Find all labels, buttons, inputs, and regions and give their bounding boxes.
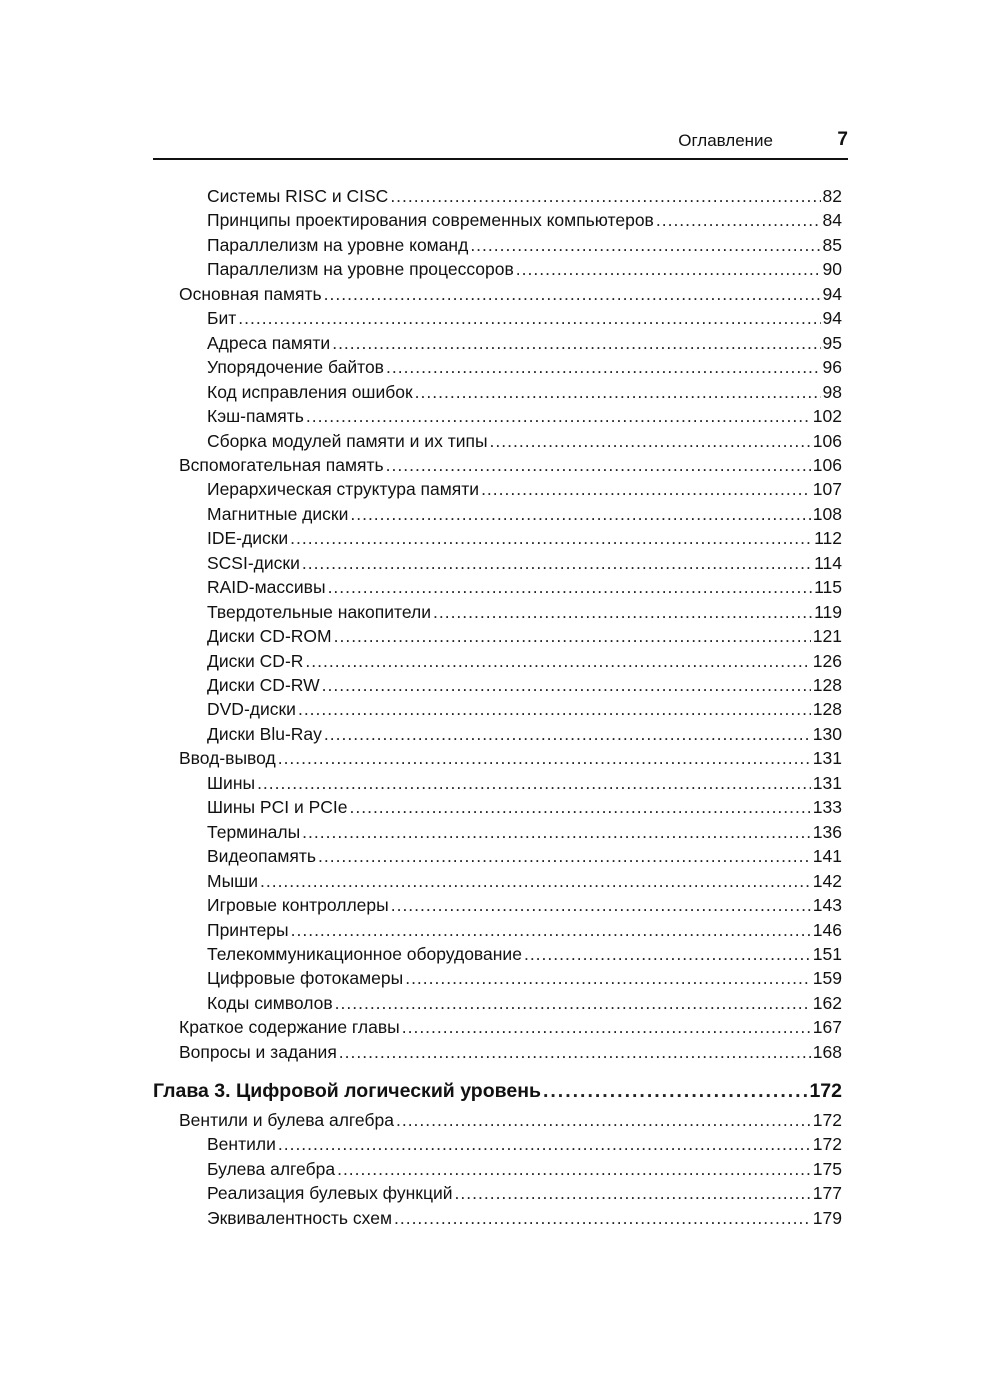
toc-entry xyxy=(179,284,842,308)
dot-leader xyxy=(324,284,821,305)
toc-entry-page: 108 xyxy=(812,503,842,524)
toc-entry-page: 106 xyxy=(812,430,842,451)
toc-entry xyxy=(207,895,842,919)
toc-entry xyxy=(207,626,842,650)
toc-entry-page: 84 xyxy=(822,210,842,231)
page-number: 7 xyxy=(837,129,848,150)
toc-entry xyxy=(207,773,842,797)
dot-leader xyxy=(386,357,821,378)
toc-entry xyxy=(207,699,842,723)
toc-entry xyxy=(207,675,842,699)
toc-entry xyxy=(207,333,842,357)
toc-entry-page: 121 xyxy=(812,626,842,647)
toc-entry-page: 130 xyxy=(812,723,842,744)
dot-leader xyxy=(391,895,811,916)
toc-entry-page: 94 xyxy=(822,308,842,329)
toc-entry-title: Булева алгебра xyxy=(207,1158,336,1179)
toc-entry-page: 172 xyxy=(812,1110,842,1130)
toc-entry-page: 107 xyxy=(812,479,842,500)
toc-entry-page: 106 xyxy=(812,454,842,475)
toc-entry xyxy=(207,357,842,381)
toc-entry-title: Диски CD-ROM xyxy=(207,626,332,647)
toc-entry-page: 90 xyxy=(822,259,842,280)
toc-entry-page: 175 xyxy=(812,1158,842,1179)
toc-entry xyxy=(207,553,842,577)
toc-entry-title: Основная память xyxy=(179,283,322,304)
dot-leader xyxy=(402,1017,811,1038)
toc-entry-title: IDE-диски xyxy=(207,528,289,549)
toc-entry xyxy=(207,308,842,332)
toc-entry-title: Диски Blu-Ray xyxy=(207,723,322,744)
toc-entry xyxy=(207,651,842,675)
dot-leader xyxy=(305,651,810,672)
running-header-title: Оглавление xyxy=(678,131,773,150)
toc-entry xyxy=(207,406,842,430)
toc-entry xyxy=(207,1134,842,1158)
toc-entry-page: 133 xyxy=(812,797,842,818)
toc-entry xyxy=(207,1208,842,1232)
toc-entry xyxy=(207,871,842,895)
toc-chapter-heading xyxy=(153,1080,842,1108)
toc-entry-page: 146 xyxy=(812,919,842,940)
toc-entry-page: 172 xyxy=(812,1134,842,1155)
toc-entry-title: Игровые контроллеры xyxy=(207,895,389,916)
toc-entry-title: Диски CD-RW xyxy=(207,675,320,695)
toc-entry-title: Адреса памяти xyxy=(207,332,331,353)
toc-entry xyxy=(207,259,842,283)
toc-entry-page: 119 xyxy=(814,601,842,622)
dot-leader xyxy=(291,920,811,941)
toc-entry-page: 102 xyxy=(812,406,842,427)
dot-leader xyxy=(337,1159,811,1180)
toc-entry-title: Бит xyxy=(207,308,237,329)
toc-entry xyxy=(207,1183,842,1207)
toc-entry xyxy=(207,210,842,234)
toc-entry xyxy=(207,797,842,821)
toc-entry-title: Вспомогательная память xyxy=(179,454,384,475)
toc-entry-title: Видеопамять xyxy=(207,846,316,867)
toc-entry-title: Упорядочение байтов xyxy=(207,357,384,378)
toc-entry xyxy=(179,1017,842,1041)
toc-entry-page: 131 xyxy=(812,748,842,769)
dot-leader xyxy=(238,308,820,329)
toc-entry xyxy=(207,944,842,968)
toc-entry-title: Эквивалентность схем xyxy=(207,1207,392,1228)
dot-leader xyxy=(481,479,811,500)
toc-entry-page: 168 xyxy=(812,1041,842,1062)
dot-leader xyxy=(386,455,811,476)
dot-leader xyxy=(324,724,811,745)
dot-leader xyxy=(350,504,810,525)
toc-entry-title: Параллелизм на уровне процессоров xyxy=(207,259,514,280)
toc-entry-title: Шины PCI и PCIe xyxy=(207,797,348,818)
dot-leader xyxy=(334,626,811,647)
toc-entry xyxy=(207,479,842,503)
dot-leader xyxy=(290,528,812,549)
toc-entry xyxy=(179,1042,842,1066)
dot-leader xyxy=(257,773,811,794)
toc-entry-title: Краткое содержание главы xyxy=(179,1017,400,1038)
toc-entry xyxy=(207,528,842,552)
toc-entry xyxy=(207,602,842,626)
toc-entry-page: 151 xyxy=(812,943,842,964)
toc-entry-title: Магнитные диски xyxy=(207,503,349,524)
toc-entry-page: 126 xyxy=(812,650,842,671)
toc-entry-page: 128 xyxy=(812,699,842,720)
dot-leader xyxy=(328,577,813,598)
toc-entry-page: 98 xyxy=(822,381,842,402)
dot-leader xyxy=(306,406,811,427)
toc-entry xyxy=(207,846,842,870)
toc-entry-page: 131 xyxy=(812,772,842,793)
toc-entry-page: 177 xyxy=(812,1183,842,1204)
toc-entry-title: SCSI-диски xyxy=(207,552,300,573)
toc-entry-page: 136 xyxy=(812,821,842,842)
toc-entry-page: 114 xyxy=(814,552,842,573)
toc-entry-title: Вентили xyxy=(207,1134,276,1155)
toc-entry-page: 115 xyxy=(814,577,842,598)
toc-entry xyxy=(179,455,842,479)
toc-entry-title: Принтеры xyxy=(207,919,289,940)
dot-leader xyxy=(405,968,811,989)
toc-entry-title: Цифровые фотокамеры xyxy=(207,968,404,989)
dot-leader xyxy=(543,1080,807,1103)
dot-leader xyxy=(433,602,812,623)
dot-leader xyxy=(394,1208,811,1229)
dot-leader xyxy=(278,1134,811,1155)
toc-entry xyxy=(207,993,842,1017)
toc-entry-title: Системы RISC и CISC xyxy=(207,186,389,206)
toc-entry-page: 167 xyxy=(812,1017,842,1038)
dot-leader xyxy=(455,1183,811,1204)
toc-entry-title: Шины xyxy=(207,772,256,793)
toc-entry-page: 143 xyxy=(812,895,842,916)
toc-entry-title: Глава 3. Цифровой логический уровень xyxy=(153,1080,541,1102)
dot-leader xyxy=(335,993,811,1014)
toc-entry-title: RAID-массивы xyxy=(207,577,326,598)
dot-leader xyxy=(490,431,811,452)
toc-entry-page: 162 xyxy=(812,992,842,1013)
dot-leader xyxy=(415,382,821,403)
dot-leader xyxy=(339,1042,811,1063)
dot-leader xyxy=(302,553,812,574)
toc-entry-title: Кэш-память xyxy=(207,406,304,427)
toc-entry xyxy=(207,382,842,406)
toc-entry xyxy=(207,920,842,944)
toc-entry-title: Сборка модулей памяти и их типы xyxy=(207,430,488,451)
toc-entry-page: 141 xyxy=(812,846,842,867)
toc-entry-title: Параллелизм на уровне команд xyxy=(207,234,469,255)
toc-entry-title: Твердотельные накопители xyxy=(207,601,431,622)
toc-entry xyxy=(207,186,842,210)
dot-leader xyxy=(332,333,820,354)
dot-leader xyxy=(470,235,820,256)
toc-entry-page: 94 xyxy=(822,283,842,304)
toc-entry-title: Вопросы и задания xyxy=(179,1041,337,1062)
toc-entry-title: Диски CD-R xyxy=(207,650,304,671)
dot-leader xyxy=(318,846,811,867)
toc-entry-title: Иерархическая структура памяти xyxy=(207,479,480,500)
toc-entry-page: 95 xyxy=(822,332,842,353)
toc-entry-page: 172 xyxy=(809,1080,842,1102)
toc-entry-title: Вентили и булева алгебра xyxy=(179,1110,394,1130)
toc-entry-page: 142 xyxy=(812,870,842,891)
toc-entry xyxy=(179,748,842,772)
toc-entry-page: 85 xyxy=(822,234,842,255)
dot-leader xyxy=(390,186,820,207)
toc-entry xyxy=(179,1110,842,1134)
toc-entry-page: 82 xyxy=(822,186,842,206)
dot-leader xyxy=(396,1110,811,1131)
toc-entry xyxy=(207,235,842,259)
toc-entry-title: DVD-диски xyxy=(207,699,296,720)
toc-entry xyxy=(207,504,842,528)
dot-leader xyxy=(278,748,811,769)
dot-leader xyxy=(350,797,811,818)
toc-entry-page: 112 xyxy=(814,528,842,549)
dot-leader xyxy=(322,675,811,696)
dot-leader xyxy=(656,210,821,231)
toc-entry xyxy=(207,431,842,455)
toc-entry-page: 179 xyxy=(812,1207,842,1228)
toc-entry-title: Код исправления ошибок xyxy=(207,381,413,402)
toc-entry-title: Коды символов xyxy=(207,992,333,1013)
dot-leader xyxy=(260,871,811,892)
toc-entry-page: 159 xyxy=(812,968,842,989)
toc-entry-page: 96 xyxy=(822,357,842,378)
toc-entry-title: Ввод-вывод xyxy=(179,748,276,769)
toc-entry-title: Реализация булевых функций xyxy=(207,1183,453,1204)
toc-entry-title: Терминалы xyxy=(207,821,301,842)
toc-entry-title: Телекоммуникационное оборудование xyxy=(207,943,522,964)
dot-leader xyxy=(298,699,811,720)
toc-entry xyxy=(207,822,842,846)
running-header xyxy=(153,128,848,160)
dot-leader xyxy=(524,944,811,965)
dot-leader xyxy=(302,822,811,843)
toc-entry xyxy=(207,968,842,992)
toc-entry xyxy=(207,577,842,601)
toc-entry-title: Принципы проектирования современных компьютеров xyxy=(207,210,654,231)
toc-entry-page: 128 xyxy=(812,675,842,695)
toc-entry xyxy=(207,724,842,748)
toc-entry xyxy=(207,1159,842,1183)
dot-leader xyxy=(516,259,821,280)
toc-entry-title: Мыши xyxy=(207,870,258,891)
